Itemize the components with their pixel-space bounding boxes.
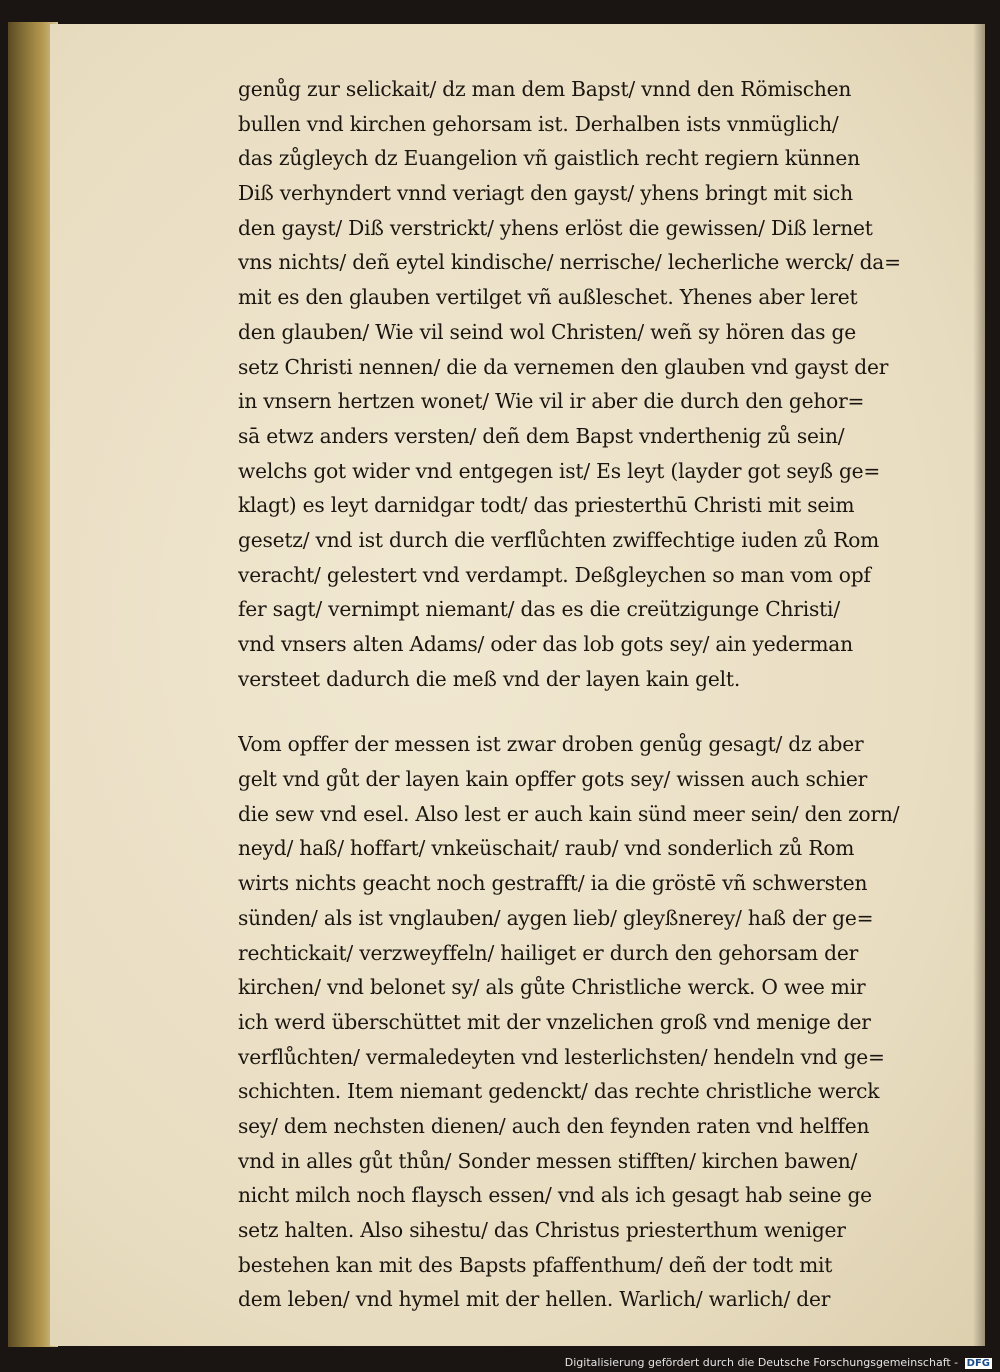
text-line: den gayst/ Diß verstrickt/ yhens erlöst die gewissen/ Diß lernet <box>238 215 873 240</box>
text-line: das zůgleych dz Euangelion vñ gaistlich recht regiern künnen <box>238 146 860 171</box>
text-line: in vnsern hertzen wonet/ Wie vil ir aber die durch den gehor= <box>238 389 865 414</box>
dfg-logo: DFG <box>966 1358 990 1369</box>
text-line: klagt) es leyt darnidgar todt/ das priesterthū Christi mit seim <box>238 493 855 518</box>
paragraph-gap <box>238 696 926 727</box>
text-line: vnd in alles gůt thůn/ Sonder messen stifften/ kirchen bawen/ <box>238 1148 858 1173</box>
text-line: veracht/ gelestert vnd verdampt. Deßgleychen so man vom opf <box>238 562 871 587</box>
page-text <box>238 72 926 1317</box>
text-line: setz halten. Also sihestu/ das Christus priesterthum weniger <box>238 1218 846 1242</box>
text-line: gesetz/ vnd ist durch die verflůchten zwiffechtige iuden zů Rom <box>238 527 880 552</box>
text-line: den glauben/ Wie vil seind wol Christen/ weñ sy hören das ge <box>238 319 856 344</box>
text-line: versteet dadurch die meß vnd der layen kain gelt. <box>238 666 741 691</box>
text-line: neyd/ haß/ hoffart/ vnkeüschait/ raub/ vnd sonderlich zů Rom <box>238 836 855 861</box>
text-line: wirts nichts geacht noch gestrafft/ ia die gröstē vñ schwersten <box>238 871 868 896</box>
text-line: vns nichts/ deñ eytel kindische/ nerrische/ lecherliche werck/ da= <box>238 250 901 275</box>
text-line: mit es den glauben vertilget vñ außleschet. Yhenes aber leret <box>238 285 858 310</box>
text-line: sey/ dem nechsten dienen/ auch den feynden raten vnd helffen <box>238 1113 870 1138</box>
text-line: bullen vnd kirchen gehorsam ist. Derhalben ists vnmüglich/ <box>238 111 839 136</box>
text-line: verflůchten/ vermaledeyten vnd lesterlichsten/ hendeln vnd ge= <box>238 1044 885 1069</box>
text-line: welchs got wider vnd entgegen ist/ Es leyt (layder got seyß ge= <box>238 458 881 483</box>
page-shadow <box>973 24 985 1346</box>
text-line: nicht milch noch flaysch essen/ vnd als ich gesagt hab seine ge <box>238 1183 872 1208</box>
text-line: ich werd überschüttet mit der vnzelichen groß vnd menige der <box>238 1009 871 1034</box>
text-line: sünden/ als ist vnglauben/ aygen lieb/ gleyßnerey/ haß der ge= <box>238 905 874 930</box>
text-line: Vom opffer der messen ist zwar droben genůg gesagt/ dz aber <box>238 732 864 757</box>
text-line: dem leben/ vnd hymel mit der hellen. Warlich/ warlich/ der <box>238 1287 831 1312</box>
paragraph <box>238 727 926 1317</box>
text-line: genůg zur selickait/ dz man dem Bapst/ vnnd den Römischen <box>238 77 852 101</box>
text-line: kirchen/ vnd belonet sy/ als gůte Christliche werck. O wee mir <box>238 975 866 1000</box>
text-line: rechtickait/ verzweyffeln/ hailiget er durch den gehorsam der <box>238 940 859 965</box>
text-line: Diß verhyndert vnnd veriagt den gayst/ yhens bringt mit sich <box>238 181 853 206</box>
text-line: gelt vnd gůt der layen kain opffer gots sey/ wissen auch schier <box>238 767 868 792</box>
text-line: schichten. Item niemant gedenckt/ das rechte christliche werck <box>238 1079 880 1104</box>
footer-credit <box>565 1356 992 1369</box>
footer-text: Digitalisierung gefördert durch die Deutsche Forschungsgemeinschaft - <box>564 1356 959 1369</box>
paragraph <box>238 72 926 696</box>
text-line: bestehen kan mit des Bapsts pfaffenthum/ deñ der todt mit <box>238 1252 833 1277</box>
text-line: fer sagt/ vernimpt niemant/ das es die creützigunge Christi/ <box>238 597 840 622</box>
text-line: setz Christi nennen/ die da vernemen den glauben vnd gayst der <box>238 354 889 379</box>
text-line: vnd vnsers alten Adams/ oder das lob gots sey/ ain yederman <box>238 632 853 656</box>
text-line: sā etwz anders versten/ deñ dem Bapst vnderthenig zů sein/ <box>238 423 845 448</box>
text-line: die sew vnd esel. Also lest er auch kain sünd meer sein/ den zorn/ <box>238 801 900 826</box>
